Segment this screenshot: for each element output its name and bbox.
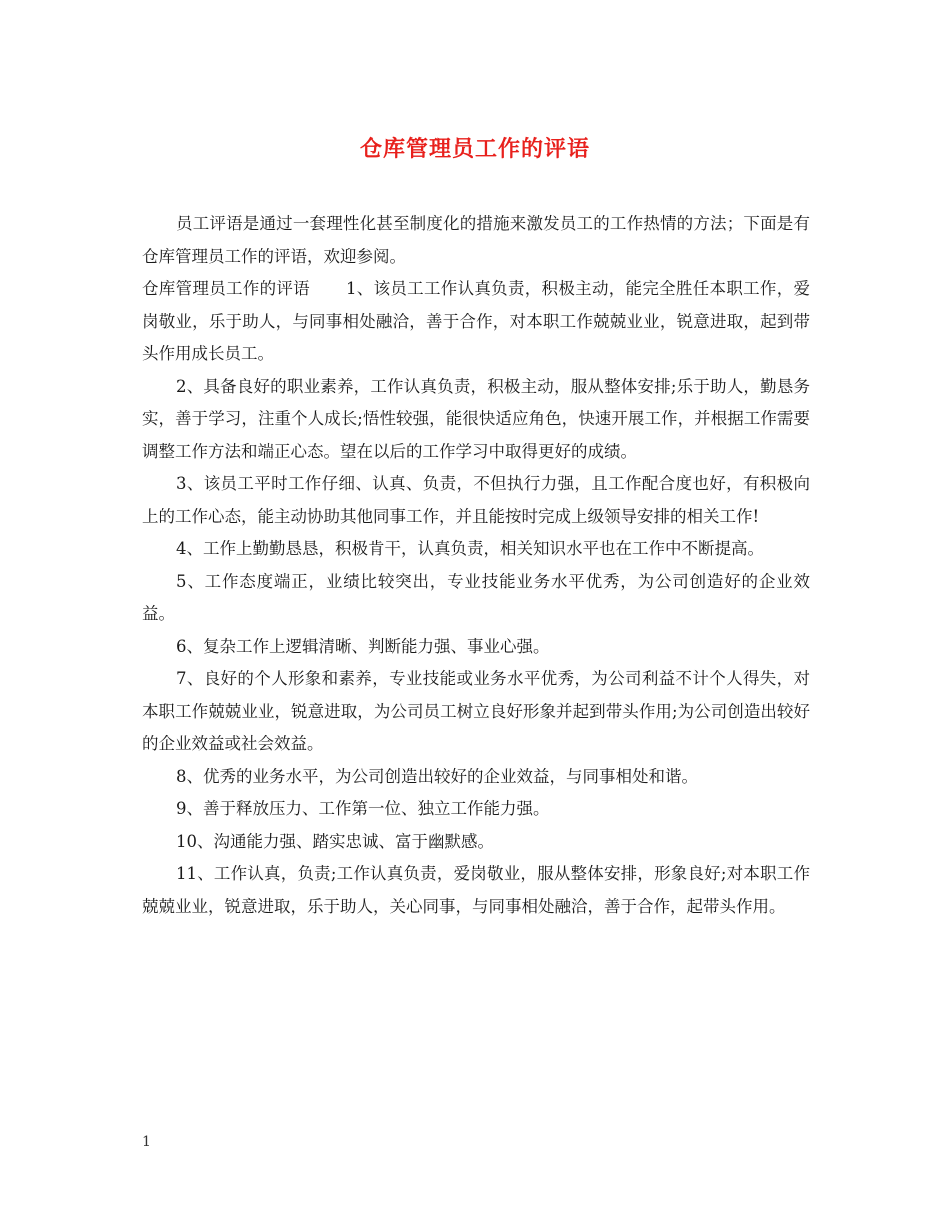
item-8: 8、优秀的业务水平，为公司创造出较好的企业效益，与同事相处和谐。 [176,766,698,786]
item-1: 1、该员工工作认真负责，积极主动，能完全胜任本职工作，爱岗敬业，乐于助人，与同事相处融洽，善于合作，对本职工作兢兢业业，锐意进取，起到带头作用成长员工。 [142,279,811,363]
item-11: 11、工作认真，负责;工作认真负责，爱岗敬业，服从整体安排，形象良好;对本职工作兢兢业业，锐意进取，乐于助人，关心同事，与同事相处融洽，善于合作，起带头作用。 [142,864,810,916]
item-6: 6、复杂工作上逻辑清晰、判断能力强、事业心强。 [176,636,550,656]
lead-paragraph [142,273,810,371]
lead-label: 仓库管理员工作的评语 [142,279,310,298]
document-body [142,208,810,923]
item-10: 10、沟通能力强、踏实忠诚、富于幽默感。 [176,831,494,851]
document-title: 仓库管理员工作的评语 [359,136,590,162]
item-4: 4、工作上勤勤恳恳，积极肯干，认真负责，相关知识水平也在工作中不断提高。 [176,539,764,558]
item-3: 3、该员工平时工作仔细、认真、负责，不但执行力强，且工作配合度也好，有积极向上的工作心态，能主动协助其他同事工作，并且能按时完成上级领导安排的相关工作! [142,474,810,526]
item-2: 2、具备良好的职业素养，工作认真负责，积极主动，服从整体安排;乐于助人，勤恳务实，善于学习，注重个人成长;悟性较强，能很快适应角色，快速开展工作，并根据工作需要调整工作方法和端正心态。望在以后的工作学习中取得更好的成绩。 [142,376,810,461]
item-7: 7、良好的个人形象和素养，专业技能或业务水平优秀，为公司利益不计个人得失，对本职工作兢兢业业，锐意进取，为公司员工树立良好形象并起到带头作用;为公司创造出较好的企业效益或社会效益。 [142,669,810,753]
page-number: 1 [142,1134,151,1150]
item-5: 5、工作态度端正，业绩比较突出，专业技能业务水平优秀，为公司创造好的企业效益。 [142,571,810,623]
intro-paragraph: 员工评语是通过一套理性化甚至制度化的措施来激发员工的工作热情的方法；下面是有仓库管理员工作的评语，欢迎参阅。 [142,214,810,266]
item-9: 9、善于释放压力、工作第一位、独立工作能力强。 [176,799,550,818]
